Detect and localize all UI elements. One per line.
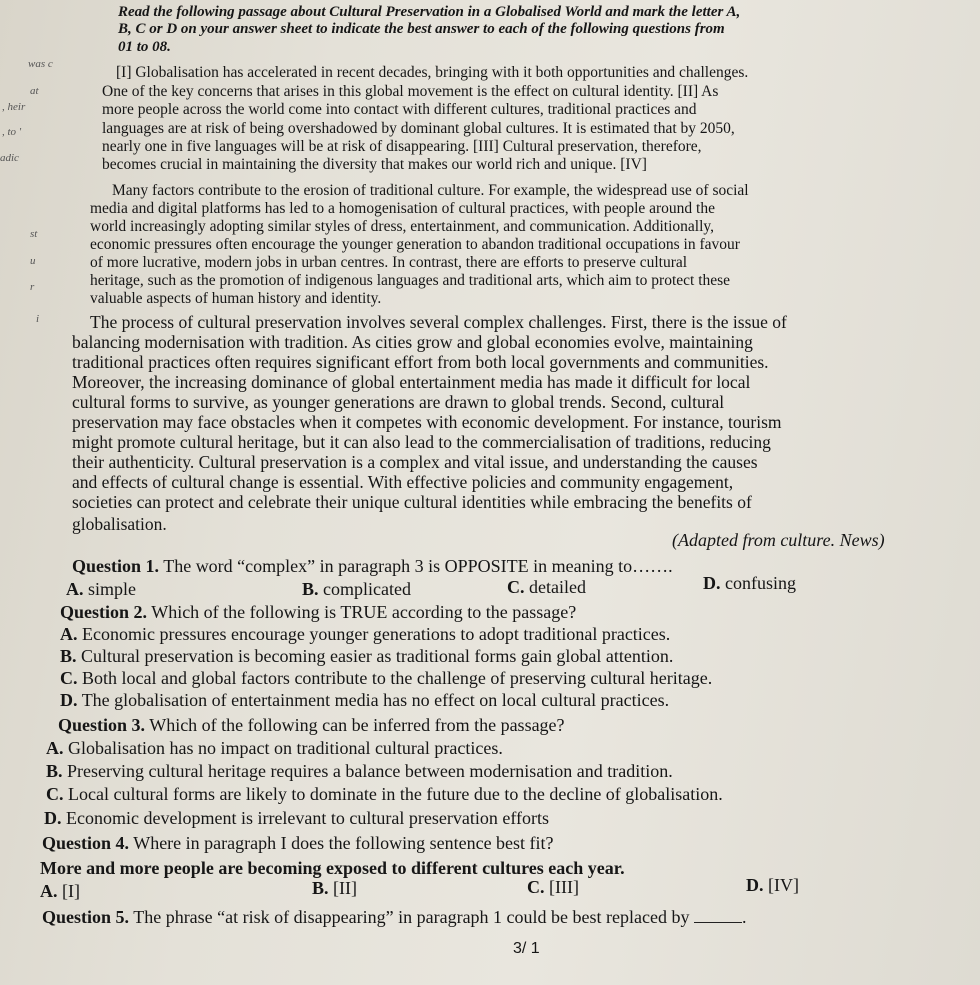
question-text: The phrase “at risk of disappearing” in paragraph 1 could be best replaced by	[133, 907, 690, 927]
margin-note: was c	[28, 58, 53, 70]
question-text: Where in paragraph I does the following sentence best fit?	[133, 833, 554, 853]
option-letter: B.	[60, 646, 77, 666]
paragraph-3-line: Moreover, the increasing dominance of global entertainment media has made it difficult for local	[72, 372, 751, 392]
question-4	[42, 832, 554, 854]
option-letter: A.	[40, 881, 58, 901]
paragraph-2-line: valuable aspects of human history and identity.	[90, 290, 382, 307]
option-letter: D.	[746, 875, 764, 895]
option-text: Preserving cultural heritage requires a balance between modernisation and tradition.	[67, 761, 673, 781]
option-letter: C.	[507, 577, 525, 597]
option-text: Economic development is irrelevant to cultural preservation efforts	[66, 808, 550, 828]
option-text: complicated	[323, 579, 411, 599]
q4-option-d[interactable]	[746, 875, 799, 896]
option-text: Both local and global factors contribute to the challenge of preserving cultural heritage.	[82, 668, 713, 688]
q3-option-b[interactable]	[46, 761, 673, 782]
q1-option-c[interactable]	[507, 577, 586, 598]
margin-note: u	[30, 255, 36, 267]
paragraph-2-line: economic pressures often encourage the younger generation to abandon traditional occupations in favour	[90, 236, 740, 253]
q1-option-a[interactable]	[66, 579, 136, 600]
option-letter: A.	[66, 579, 84, 599]
paragraph-1-line: nearly one in five languages will be at risk of disappearing. [III] Cultural preservation, therefore,	[102, 138, 702, 155]
source-citation: (Adapted from culture. News)	[672, 530, 885, 550]
margin-note: r	[30, 281, 35, 293]
question-label: Question 2.	[60, 602, 148, 622]
instruction-line-1: Read the following passage about Cultural Preservation in a Globalised World and mark the letter A,	[118, 4, 741, 20]
option-letter: A.	[46, 738, 64, 758]
option-text: [IV]	[768, 875, 799, 895]
option-text: Economic pressures encourage younger generations to adopt traditional practices.	[82, 624, 671, 644]
question-text: The word “complex” in paragraph 3 is OPPOSITE in meaning to…….	[163, 556, 673, 576]
q3-option-d[interactable]	[44, 808, 549, 829]
question-label: Question 5.	[42, 907, 130, 927]
paragraph-1-line: languages are at risk of being overshadowed by dominant global cultures. It is estimated that by 2050,	[102, 120, 735, 137]
paragraph-3-line: preservation may face obstacles when it competes with economic development. For instance, tourism	[72, 412, 782, 432]
paragraph-2-line: heritage, such as the promotion of indigenous languages and traditional arts, which aim to protect these	[90, 272, 731, 289]
paragraph-3-line: and effects of cultural change is essential. With effective policies and community engagement,	[72, 472, 734, 492]
q4-option-c[interactable]	[527, 877, 579, 898]
margin-note: , to '	[2, 126, 22, 138]
option-text: confusing	[725, 573, 796, 593]
paragraph-2-line: of more lucrative, modern jobs in urban centres. In contrast, there are efforts to preserve cultural	[90, 254, 688, 271]
q3-option-c[interactable]	[46, 784, 723, 805]
question-1	[72, 555, 673, 577]
paragraph-1-line: becomes crucial in maintaining the diversity that makes our world rich and unique. [IV]	[102, 156, 647, 173]
question-label: Question 1.	[72, 556, 160, 576]
q3-option-a[interactable]	[46, 738, 503, 759]
option-letter: C.	[527, 877, 545, 897]
option-text: The globalisation of entertainment media has no effect on local cultural practices.	[81, 690, 670, 710]
option-letter: D.	[44, 808, 62, 828]
paragraph-3-line: globalisation.	[72, 514, 167, 534]
q4-target-sentence: More and more people are becoming exposed to different cultures each year.	[40, 858, 625, 878]
option-text: Cultural preservation is becoming easier as traditional forms gain global attention.	[81, 646, 674, 666]
option-letter: B.	[46, 761, 63, 781]
paragraph-3-line: traditional practices often requires significant effort from both local governments and communities.	[72, 352, 769, 372]
paragraph-3-line: might promote cultural heritage, but it can also lead to the commercialisation of traditions, reducing	[72, 432, 771, 452]
option-text: [I]	[62, 881, 80, 901]
option-letter: C.	[60, 668, 78, 688]
margin-note: , heir	[2, 101, 26, 113]
question-5	[42, 906, 746, 928]
option-letter: A.	[60, 624, 78, 644]
paragraph-3-line: their authenticity. Cultural preservation is a complex and vital issue, and understanding the causes	[72, 452, 758, 472]
option-letter: C.	[46, 784, 64, 804]
q1-option-d[interactable]	[703, 573, 796, 594]
paragraph-2-line: world increasingly adopting similar styles of dress, entertainment, and communication. Additionally,	[90, 218, 715, 235]
option-letter: B.	[302, 579, 319, 599]
question-text: Which of the following is TRUE according to the passage?	[151, 602, 577, 622]
option-text: [II]	[333, 878, 357, 898]
margin-note: adic	[0, 152, 19, 164]
option-text: Globalisation has no impact on traditional cultural practices.	[68, 738, 503, 758]
option-letter: B.	[312, 878, 329, 898]
option-letter: D.	[60, 690, 78, 710]
question-3	[58, 714, 565, 736]
option-text: simple	[88, 579, 136, 599]
question-label: Question 3.	[58, 715, 146, 735]
instruction-line-2: B, C or D on your answer sheet to indicate the best answer to each of the following questions from	[118, 21, 725, 37]
q4-option-a[interactable]	[40, 881, 80, 902]
q2-option-c[interactable]	[60, 668, 712, 689]
q2-option-b[interactable]	[60, 646, 673, 667]
paragraph-1-line: [I] Globalisation has accelerated in recent decades, bringing with it both opportunities and challenges.	[116, 64, 749, 81]
q2-option-d[interactable]	[60, 690, 669, 711]
paragraph-3-line: The process of cultural preservation involves several complex challenges. First, there is the issue of	[90, 312, 787, 332]
q1-option-b[interactable]	[302, 579, 411, 600]
answer-blank[interactable]	[694, 908, 742, 923]
question-text: Which of the following can be inferred from the passage?	[149, 715, 565, 735]
paragraph-3-line: cultural forms to survive, as younger generations are drawn to global trends. Second, cultural	[72, 392, 725, 412]
instruction-line-3: 01 to 08.	[118, 39, 171, 55]
paragraph-3-line: societies can protect and celebrate their unique cultural identities while embracing the benefits of	[72, 492, 752, 512]
question-end: .	[741, 907, 747, 927]
paragraph-2-line: Many factors contribute to the erosion of traditional culture. For example, the widespread use of social	[112, 182, 749, 199]
margin-note: i	[36, 313, 40, 325]
margin-note: st	[30, 228, 38, 240]
q2-option-a[interactable]	[60, 624, 670, 645]
option-text: detailed	[529, 577, 586, 597]
q4-option-b[interactable]	[312, 878, 357, 899]
option-text: Local cultural forms are likely to dominate in the future due to the decline of globalisation.	[68, 784, 723, 804]
paragraph-1-line: more people across the world come into contact with different cultures, traditional practices and	[102, 101, 697, 118]
page-number: 3/ 1	[513, 940, 540, 957]
margin-note: at	[30, 85, 39, 97]
paragraph-3-line: balancing modernisation with tradition. As cities grow and global economies evolve, maintaining	[72, 332, 753, 352]
question-2	[60, 601, 576, 623]
paragraph-1-line: One of the key concerns that arises in this global movement is the effect on cultural identity. [II] As	[102, 83, 719, 100]
paragraph-2-line: media and digital platforms has led to a homogenisation of cultural practices, with people around the	[90, 200, 715, 217]
option-letter: D.	[703, 573, 721, 593]
option-text: [III]	[549, 877, 579, 897]
question-label: Question 4.	[42, 833, 130, 853]
